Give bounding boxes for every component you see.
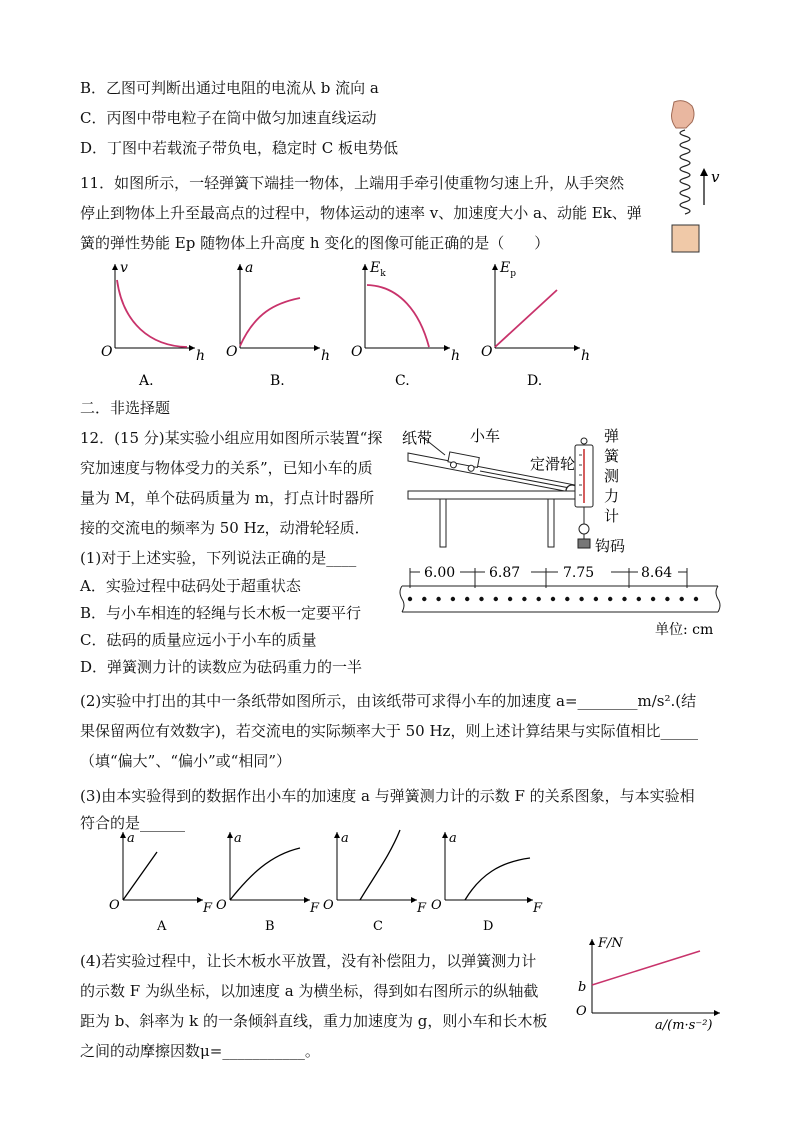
svg-text:a: a (449, 831, 457, 846)
tape-dot (494, 597, 498, 601)
svg-text:h: h (196, 348, 206, 364)
svg-text:v: v (120, 260, 128, 276)
tape-dot (608, 597, 612, 601)
part1-stem: (1)对于上述实验，下列说法正确的是____ (80, 549, 357, 567)
svg-text:h: h (451, 348, 461, 364)
tape-dots (408, 597, 698, 601)
tape-dot (436, 597, 440, 601)
tape-dot (565, 597, 569, 601)
part1-option-b: B．与小车相连的轻绳与长木板一定要平行 (80, 604, 362, 622)
curve-a (117, 280, 187, 347)
svg-text:O: O (323, 898, 334, 913)
part3-graph-c (323, 830, 427, 934)
q12-intro-line3: 量为 M，单个砝码质量为 m，打点计时器所 (80, 489, 375, 507)
f-a-line (592, 951, 700, 985)
pulley-label: 定滑轮 (530, 455, 576, 473)
option-a-label: A. (139, 373, 154, 389)
tape-dot (422, 597, 426, 601)
svg-text:A: A (157, 919, 167, 934)
svg-text:F: F (533, 901, 543, 916)
scale-char-4: 力 (604, 487, 620, 505)
svg-text:F: F (417, 901, 427, 916)
svg-text:O: O (431, 898, 442, 913)
part2-line2: 果保留两位有效数字)，若交流电的实际频率大于 50 Hz，则上述计算结果与实际值相比_____ (80, 722, 698, 740)
tape-dot (522, 597, 526, 601)
tape-dot (680, 597, 684, 601)
part3-line1: (3)由本实验得到的数据作出小车的加速度 a 与弹簧测力计的示数 F 的关系图象，与本实验相 (80, 787, 695, 805)
q12-intro-line1: 12．(15 分)某实验小组应用如图所示装置“探 (80, 429, 383, 447)
q10-option-d: D．丁图中若载流子带负电，稳定时 C 板电势低 (80, 139, 399, 157)
paper-tape (400, 560, 730, 640)
part3-graph-a (109, 831, 213, 934)
svg-text:Ep: $E_p$ (500, 260, 516, 279)
part4-line3: 距为 b、斜率为 k 的一条倾斜直线，重力加速度为 g，则小车和长木板 (80, 1012, 548, 1030)
scale-char-3: 测 (604, 467, 620, 485)
spring-coil (680, 130, 690, 214)
scale-char-1: 弹 (604, 427, 620, 445)
svg-text:a: a (127, 831, 135, 846)
tape-seg-4: 8.64 (641, 565, 673, 581)
tape-dot (579, 597, 583, 601)
tape-dot (479, 597, 483, 601)
f-axis-label: F/N (598, 936, 623, 951)
section-heading: 二．非选择题 (80, 399, 171, 417)
curve-c (367, 285, 429, 347)
svg-text:F: F (203, 901, 213, 916)
svg-text:F: F (310, 901, 320, 916)
part4-line2: 的示数 F 为纵坐标，以加速度 a 为横坐标，得到如右图所示的纵轴截 (80, 982, 539, 1000)
svg-text:a: a (234, 831, 242, 846)
cart-label: 小车 (470, 427, 501, 445)
curve-part3-c (360, 830, 400, 900)
part1-option-a: A．实验过程中砝码处于超重状态 (80, 577, 301, 595)
svg-text:h: h (321, 348, 331, 364)
svg-text:D: D (483, 919, 494, 934)
tape-seg-3: 7.75 (563, 565, 595, 581)
svg-text:O: O (109, 898, 120, 913)
q12-intro-line4: 接的交流电的频率为 50 Hz，动滑轮轻质． (80, 519, 370, 537)
velocity-label: v (711, 168, 720, 186)
graph-d (481, 260, 590, 389)
curve-d (495, 290, 557, 347)
q10-option-b: B．乙图可判断出通过电阻的电流从 b 流向 a (80, 79, 379, 97)
q11-stem-line2: 停止到物体上升至最高点的过程中，物体运动的速率 v、加速度大小 a、动能 Ek、弹 (80, 204, 642, 222)
origin-label: O (576, 1004, 587, 1019)
curve-part3-d (465, 858, 530, 900)
q10-option-c: C．丙图中带电粒子在筒中做匀加速直线运动 (80, 109, 377, 127)
part1-option-c: C．砝码的质量应远小于小车的质量 (80, 631, 317, 649)
tape-dot (622, 597, 626, 601)
part1-option-d: D．弹簧测力计的读数应为砝码重力的一半 (80, 658, 363, 676)
spring-hand-figure (660, 100, 730, 265)
curve-b (240, 298, 300, 346)
part2-line1: (2)实验中打出的其中一条纸带如图所示，由该纸带可求得小车的加速度 a=________m/s².(结 (80, 692, 697, 710)
svg-text:O: O (216, 898, 227, 913)
svg-text:O: O (226, 344, 238, 360)
part4-line4: 之间的动摩擦因数μ=___________。 (80, 1042, 320, 1060)
part3-graph-b (216, 831, 320, 934)
graph-a (101, 260, 205, 389)
part3-line2: 符合的是______ (80, 814, 186, 832)
svg-text:O: O (481, 344, 493, 360)
scale-char-2: 簧 (604, 447, 620, 465)
tape-dot (551, 597, 555, 601)
weight-icon (578, 539, 590, 548)
svg-text:O: O (101, 344, 113, 360)
table-top (408, 491, 576, 499)
part4-line1: (4)若实验过程中，让长木板水平放置，没有补偿阻力，以弹簧测力计 (80, 952, 537, 970)
q12-intro-line2: 究加速度与物体受力的关系”，已知小车的质 (80, 459, 373, 477)
svg-text:Ek: $E_k$ (370, 260, 386, 279)
svg-text:a: a (245, 260, 254, 276)
q11-graphs (95, 258, 715, 393)
hand-icon (672, 101, 695, 128)
svg-text:a: a (341, 831, 349, 846)
curve-part3-b (230, 848, 300, 900)
q11-stem-line1: 11．如图所示，一轻弹簧下端挂一物体，上端用手牵引使重物匀速上升，从手突然 (80, 174, 625, 192)
tape-dot (537, 597, 541, 601)
graph-b (226, 260, 330, 389)
tape-dot (465, 597, 469, 601)
tape-dot (408, 597, 412, 601)
tape-dot (637, 597, 641, 601)
weight-label: 钩码 (595, 537, 626, 555)
q11-stem-line3: 簧的弹性势能 Ep 随物体上升高度 h 变化的图像可能正确的是（ ） (80, 234, 550, 252)
tape-seg-1: 6.00 (424, 565, 456, 581)
intercept-label: b (578, 980, 587, 995)
tape-dot (594, 597, 598, 601)
tape-label: 纸带 (402, 429, 433, 447)
tape-dot (665, 597, 669, 601)
hanging-mass (672, 225, 699, 252)
scale-char-5: 计 (604, 507, 620, 525)
svg-text:B: B (265, 919, 275, 934)
svg-text:C: C (373, 919, 383, 934)
graph-c (351, 260, 460, 389)
a-axis-label: a/(m·s⁻²) (655, 1018, 713, 1033)
tape-dot (451, 597, 455, 601)
part3-graph-d (431, 831, 543, 934)
option-b-label: B. (270, 373, 285, 389)
part2-line3: （填“偏大”、“偏小”或“相同”） (80, 752, 292, 770)
svg-text:O: O (351, 344, 363, 360)
option-d-label: D. (527, 373, 543, 389)
unit-label: 单位: cm (655, 622, 714, 638)
tape-dot (651, 597, 655, 601)
tape-seg-2: 6.87 (489, 565, 521, 581)
line-a (123, 852, 157, 900)
part4-graph (570, 935, 730, 1033)
tape-dot (694, 597, 698, 601)
part3-graphs (105, 830, 555, 940)
tape-dot (508, 597, 512, 601)
svg-text:h: h (581, 348, 591, 364)
option-c-label: C. (395, 373, 410, 389)
apparatus-figure (400, 425, 730, 560)
